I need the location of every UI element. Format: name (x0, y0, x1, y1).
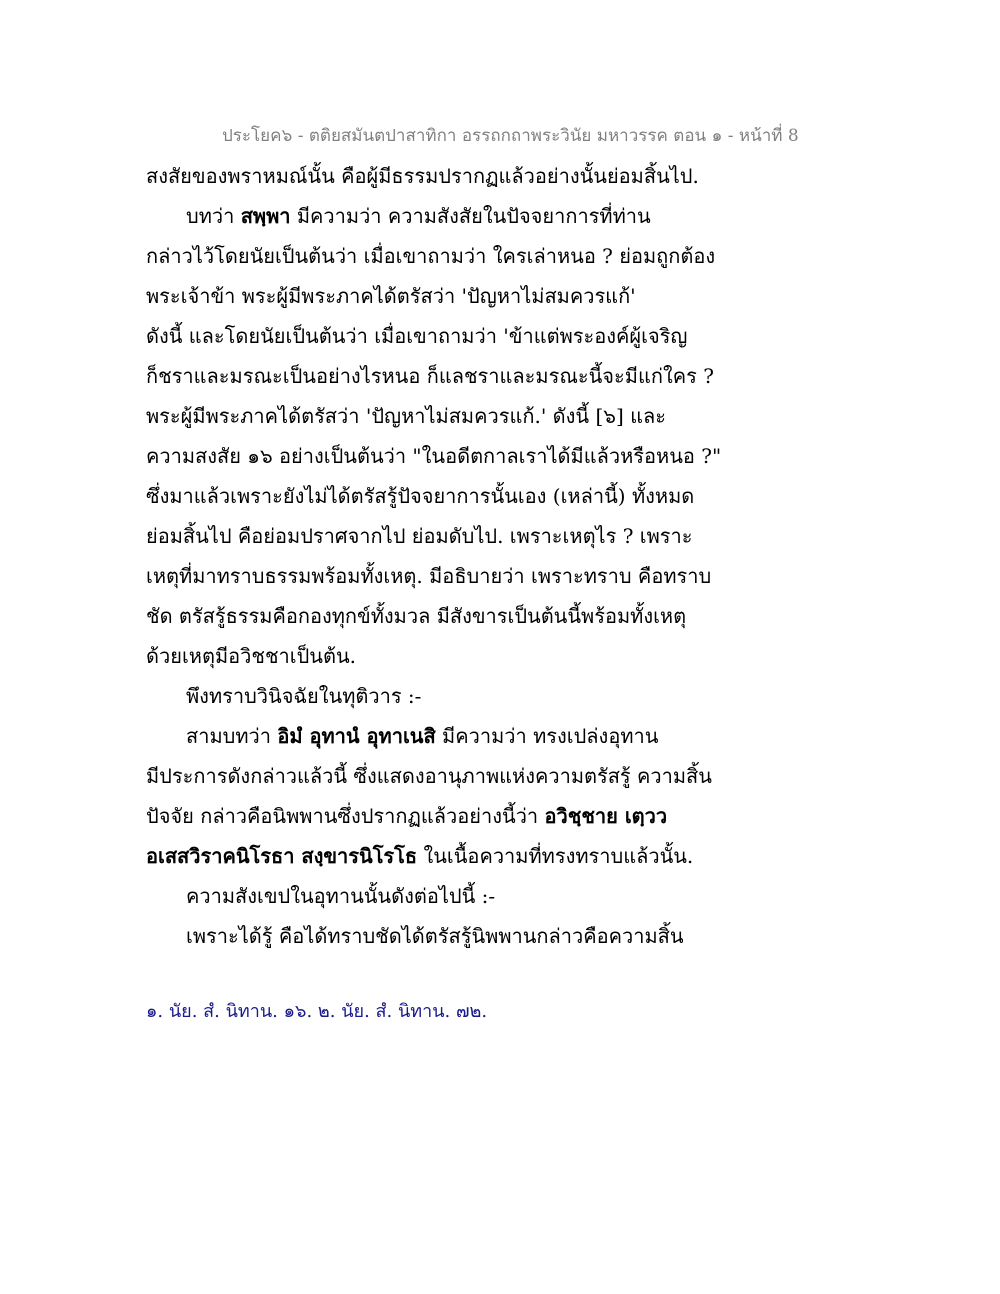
text-run: ในเนื้อความที่ทรงทราบแล้วนั้น. (417, 844, 694, 868)
text-line: ก็ชราและมรณะเป็นอย่างไรหนอ ก็แลชราและมรณะนี้จะมีแก่ใคร ? (146, 364, 714, 388)
text-line: ซึ่งมาแล้วเพราะยังไม่ได้ตรัสรู้ปัจจยาการนั้นเอง (เหล่านี้) ทั้งหมด (146, 484, 695, 508)
text-line: ด้วยเหตุมีอวิชชาเป็นต้น. (146, 644, 356, 668)
text-line: มีประการดังกล่าวแล้วนี้ ซึ่งแสดงอานุภาพแห่งความตรัสรู้ ความสิ้น (146, 764, 712, 788)
text-line: ดังนี้ และโดยนัยเป็นต้นว่า เมื่อเขาถามว่า 'ข้าแต่พระองค์ผู้เจริญ (146, 324, 688, 348)
text-run: มีความว่า ทรงเปล่งอุทาน (435, 724, 659, 748)
text-run: ปัจจัย กล่าวคือนิพพานซึ่งปรากฏแล้วอย่างนี้ว่า (146, 804, 545, 828)
pali-term: อิมํ อุทานํ อุทาเนสิ (277, 724, 436, 748)
text-line: ย่อมสิ้นไป คือย่อมปราศจากไป ย่อมดับไป. เพราะเหตุไร ? เพราะ (146, 524, 693, 548)
pali-term: อเสสวิราคนิโรธา สงฺขารนิโรโธ (146, 844, 418, 868)
footnote: ๑. นัย. สํ. นิทาน. ๑๖. ๒. นัย. สํ. นิทาน. ๗๒. (146, 1001, 488, 1022)
text-line: กล่าวไว้โดยนัยเป็นต้นว่า เมื่อเขาถามว่า ใครเล่าหนอ ? ย่อมถูกต้อง (146, 244, 716, 268)
text-run: สามบทว่า (186, 724, 278, 748)
pali-term: อวิชฺชาย เตฺวว (544, 804, 668, 828)
text-line (146, 196, 766, 236)
text-line: พระผู้มีพระภาคได้ตรัสว่า 'ปัญหาไม่สมควรแก้.' ดังนี้ [๖] และ (146, 404, 667, 428)
text-line: เหตุที่มาทราบธรรมพร้อมทั้งเหตุ. มีอธิบายว่า เพราะทราบ คือทราบ (146, 564, 712, 588)
text-line (146, 716, 766, 756)
text-run: มีความว่า ความสังสัยในปัจจยาการที่ท่าน (290, 204, 651, 228)
text-line: ชัด ตรัสรู้ธรรมคือกองทุกข์ทั้งมวล มีสังขารเป็นต้นนี้พร้อมทั้งเหตุ (146, 604, 687, 628)
pali-term: สพฺพา (240, 204, 291, 228)
text-run: บทว่า (186, 204, 241, 228)
text-line: ความสังเขปในอุทานนั้นดังต่อไปนี้ :- (186, 884, 496, 908)
running-header: ประโยค๖ - ตติยสมันตปาสาทิกา อรรถกถาพระวินัย มหาวรรค ตอน ๑ - หน้าที่ 8 (222, 126, 799, 146)
text-line (146, 836, 766, 876)
text-line (146, 796, 766, 836)
text-line: พึงทราบวินิจฉัยในทุติวาร :- (186, 684, 422, 708)
text-line: ความสงสัย ๑๖ อย่างเป็นต้นว่า "ในอดีตกาลเราได้มีแล้วหรือหนอ ?" (146, 444, 722, 468)
text-line: เพราะได้รู้ คือได้ทราบชัดได้ตรัสรู้นิพพานกล่าวคือความสิ้น (186, 924, 684, 948)
text-line: สงสัยของพราหมณ์นั้น คือผู้มีธรรมปรากฏแล้วอย่างนั้นย่อมสิ้นไป. (146, 164, 699, 188)
body-text (146, 156, 766, 956)
text-line: พระเจ้าข้า พระผู้มีพระภาคได้ตรัสว่า 'ปัญหาไม่สมควรแก้' (146, 284, 636, 308)
